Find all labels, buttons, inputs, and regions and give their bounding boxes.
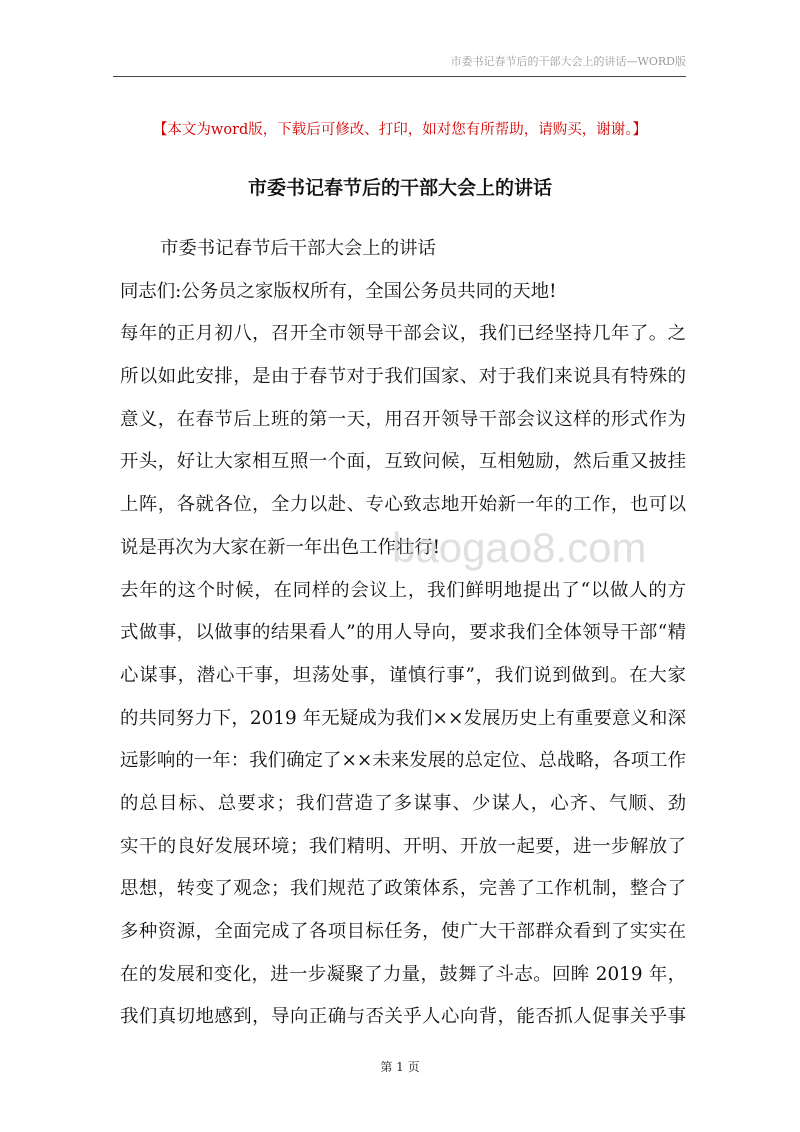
body-line: 上阵，各就各位，全力以赴、专心致志地开始新一年的工作，也可以 (120, 494, 686, 516)
document-title: 市委书记春节后的干部大会上的讲话 (247, 177, 552, 199)
body-line: 的总目标、总要求；我们营造了多谋事、少谋人，心齐、气顺、劲 (120, 792, 686, 814)
body-line: 思想，转变了观念；我们规范了政策体系，完善了工作机制，整合了 (120, 878, 686, 900)
body-line: 我们真切地感到，导向正确与否关乎人心向背，能否抓人促事关乎事 (120, 1006, 686, 1028)
body-line: 每年的正月初八，召开全市领导干部会议，我们已经坚持几年了。之 (120, 323, 686, 345)
body-line: 去年的这个时候，在同样的会议上，我们鲜明地提出了“以做人的方 (120, 579, 686, 601)
running-header: 市委书记春节后的干部大会上的讲话—WORD版 (450, 55, 686, 68)
body-line: 在的发展和变化，进一步凝聚了力量，鼓舞了斗志。回眸 2019 年， (120, 963, 686, 985)
body-line: 式做事，以做事的结果看人”的用人导向，要求我们全体领导干部“精 (120, 622, 686, 644)
purchase-notice: 【本文为word版，下载后可修改、打印，如对您有所帮助，请购买，谢谢。】 (152, 122, 648, 138)
body-line: 实干的良好发展环境；我们精明、开明、开放一起要，进一步解放了 (120, 835, 686, 857)
body-line: 意义，在春节后上班的第一天，用召开领导干部会议这样的形式作为 (120, 408, 686, 430)
body-line: 多种资源，全面完成了各项目标任务，使广大干部群众看到了实实在 (120, 921, 686, 942)
page-number: 第 1 页 (380, 1060, 420, 1074)
header-divider (113, 76, 686, 77)
body-line: 说是再次为大家在新一年出色工作壮行! (120, 536, 441, 558)
speech-heading-line: 市委书记春节后干部大会上的讲话 (160, 238, 436, 259)
body-line: 远影响的一年：我们确定了××未来发展的总定位、总战略，各项工作 (120, 750, 686, 772)
body-line: 开头，好让大家相互照一个面，互致问候，互相勉励，然后重又披挂 (120, 451, 686, 473)
watermark: baogao8.com (392, 524, 647, 571)
body-line: 心谋事，潜心干事，坦荡处事，谨慎行事”，我们说到做到。在大家 (120, 664, 686, 686)
body-line: 所以如此安排，是由于春节对于我们国家、对于我们来说具有特殊的 (120, 366, 686, 388)
document-body (120, 228, 686, 1039)
body-line: 的共同努力下，2019 年无疑成为我们××发展历史上有重要意义和深 (120, 707, 686, 729)
salutation-line: 同志们:公务员之家版权所有，全国公务员共同的天地! (120, 280, 557, 302)
